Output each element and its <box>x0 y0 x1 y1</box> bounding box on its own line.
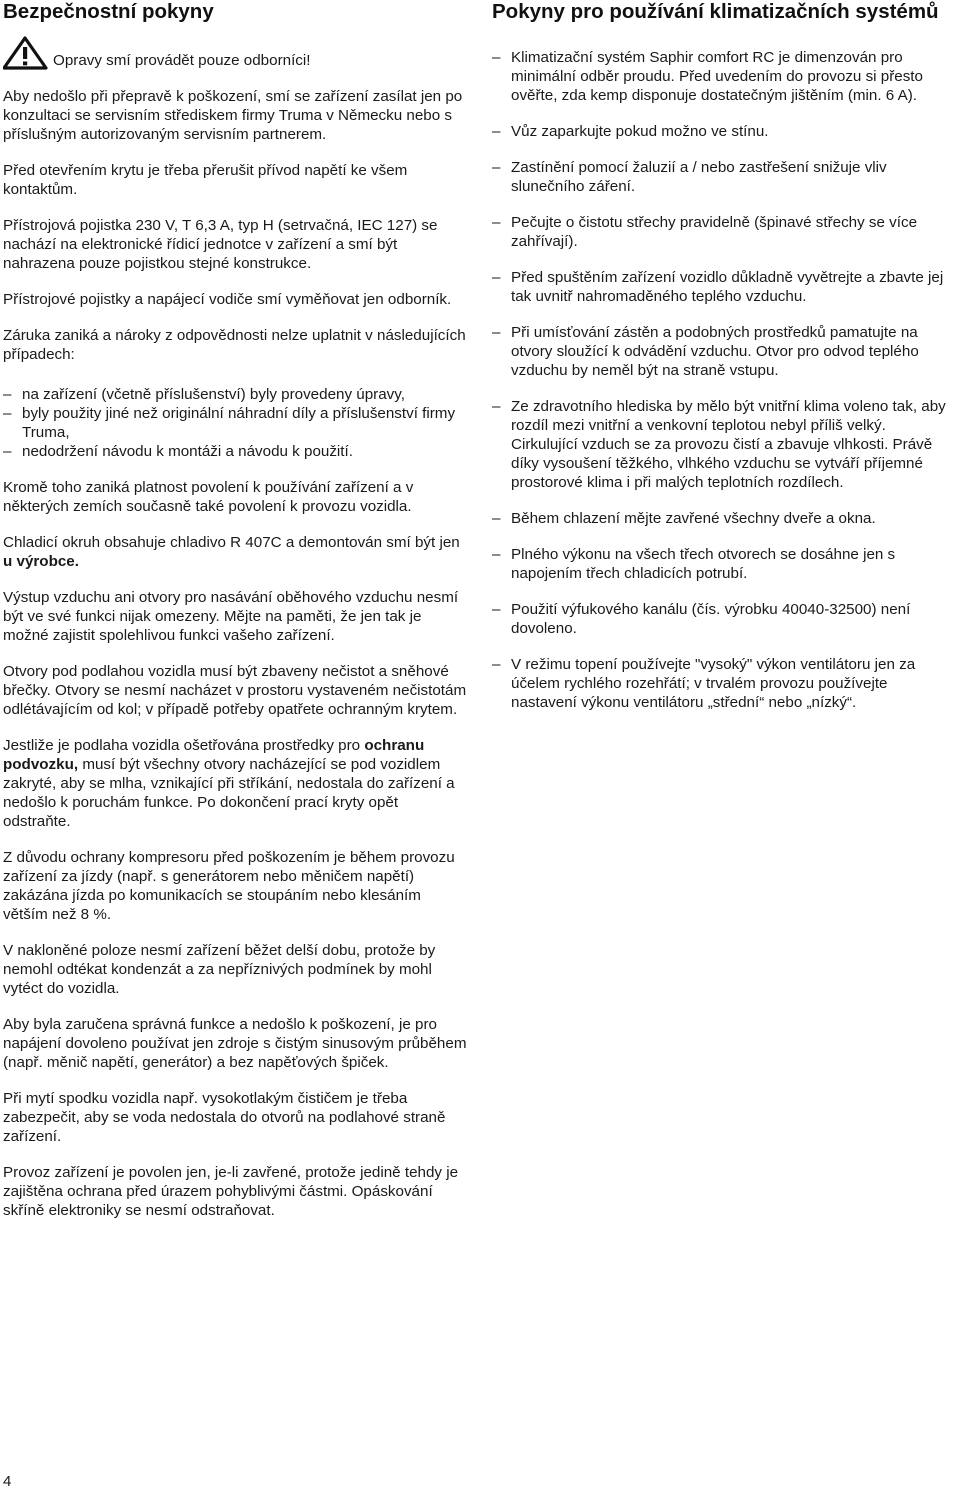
safety-title: Bezpečnostní pokyny <box>3 0 214 23</box>
list-item: – V režimu topení používejte "vysoký" výkon ventilátoru jen za účelem rychlého rozehřátí; v trvalém provozu používejte nastavení výkonu ventilátoru „střední“ nebo „nízký“. <box>492 655 954 712</box>
list-item: – nedodržení návodu k montáži a návodu k použití. <box>3 442 468 461</box>
warranty-list <box>3 385 468 461</box>
list-item: – Plného výkonu na všech třech otvorech se dosáhne jen s napojením třech chladicích potrubí. <box>492 545 954 583</box>
paragraph-warranty: Záruka zaniká a nároky z odpovědnosti nelze uplatnit v následujících případech: <box>3 327 466 363</box>
list-item: – Při umísťování zástěn a podobných prostředků pamatujte na otvory sloužící k odvádění vzduchu. Otvor pro odvod teplého vzduchu by neměl být na straně vstupu. <box>492 323 954 380</box>
paragraph-floor-openings: Otvory pod podlahou vozidla musí být zbaveny nečistot a sněhové břečky. Otvory se nesmí nacházet v prostoru vystaveném nečistotám odlétávajícím od kol; v případě potřeby opatřete ochranným krytem. <box>3 663 467 718</box>
paragraph-tilt: V nakloněné poloze nesmí zařízení běžet delší dobu, protože by nemohl odtékat kondenzát a za nepříznivých podmínek by mohl vytéct do vozidla. <box>3 942 436 997</box>
right-column <box>492 0 954 729</box>
underbody-text-end: musí být všechny otvory nacházející se pod vozidlem zakryté, aby se mlha, vznikající při stříkání, nedostala do zařízení a nedošlo k poruchám funkce. Po dokončení prací kryty opět odstraňte. <box>3 756 455 830</box>
refrigerant-emphasis: u výrobce. <box>3 553 79 570</box>
paragraph-operation: Provoz zařízení je povolen jen, je-li zavřené, protože jedině tehdy je zajištěna ochrana před úrazem pohyblivými částmi. Opáskování skříně elektroniky se nesmí odstraňovat. <box>3 1164 459 1219</box>
underbody-text-start: Jestliže je podlaha vozidla ošetřována prostředky pro <box>3 737 365 754</box>
paragraph-underbody <box>3 736 468 831</box>
paragraph-refrigerant <box>3 533 468 571</box>
list-item: – Klimatizační systém Saphir comfort RC je dimenzován pro minimální odběr proudu. Před uvedením do provozu si přesto ověřte, zda kemp disponuje dostatečným jištěním (min. 6 A). <box>492 48 954 105</box>
list-item: – byly použity jiné než originální náhradní díly a příslušenství firmy Truma, <box>3 404 468 442</box>
paragraph-fuse-replacement: Přístrojové pojistky a napájecí vodiče smí vyměňovat jen odborník. <box>3 291 452 308</box>
list-item: – Ze zdravotního hlediska by mělo být vnitřní klima voleno tak, aby rozdíl mezi vnitřní a venkovní teplotou nebyl příliš velký. Cirkulující vzduch se za provozu čistí a zbavuje vlhkosti. Právě díky vysoušení těžkého, vlhkého vzduchu se vytváří příjemné prostorové klima i při malých teplotních rozdílech. <box>492 397 954 492</box>
paragraph-fuse: Přístrojová pojistka 230 V, T 6,3 A, typ H (setrvačná, IEC 127) se nachází na elektronické řídicí jednotce v zařízení a smí být nahrazena pouze pojistkou stejné konstrukce. <box>3 217 438 272</box>
warning-note <box>3 36 468 70</box>
usage-list <box>492 48 954 712</box>
paragraph-power-supply: Aby byla zaručena správná funkce a nedošlo k poškození, je pro napájení dovoleno používat jen zdroje s čistým sinusovým průběhem (např. měnič napětí, generátor) a bez napěťových špiček. <box>3 1016 467 1071</box>
paragraph-permit: Kromě toho zaniká platnost povolení k používání zařízení a v některých zemích současně také povolení k provozu vozidla. <box>3 479 414 515</box>
list-item: – Použití výfukového kanálu (čís. výrobku 40040-32500) není dovoleno. <box>492 600 954 638</box>
paragraph-washing: Při mytí spodku vozidla např. vysokotlakým čističem je třeba zabezpečit, aby se voda nedostala do otvorů na podlahové straně zařízení. <box>3 1090 446 1145</box>
paragraph-voltage: Před otevřením krytu je třeba přerušit přívod napětí ke všem kontaktům. <box>3 162 408 198</box>
usage-title: Pokyny pro používání klimatizačních systémů <box>492 0 939 23</box>
underbody-emphasis: ochranu podvozku, <box>3 737 425 773</box>
paragraph-transport: Aby nedošlo při přepravě k poškození, smí se zařízení zasílat jen po konzultaci se servisním střediskem firmy Truma v Německu nebo s příslušným autorizovaným servisním partnerem. <box>3 88 463 143</box>
refrigerant-text: Chladicí okruh obsahuje chladivo R 407C a demontován smí být jen <box>3 534 460 551</box>
warning-triangle-icon <box>3 36 49 70</box>
paragraph-compressor: Z důvodu ochrany kompresoru před poškozením je během provozu zařízení za jízdy (např. s generátorem nebo měničem napětí) zakázána jízda po komunikacích se stoupáním nebo klesáním větším než 8 %. <box>3 849 455 923</box>
list-item: – na zařízení (včetně příslušenství) byly provedeny úpravy, <box>3 385 468 404</box>
list-item: – Vůz zaparkujte pokud možno ve stínu. <box>492 122 954 141</box>
page-number: 4 <box>3 1473 12 1490</box>
list-item: – Zastínění pomocí žaluzií a / nebo zastřešení snižuje vliv slunečního záření. <box>492 158 954 196</box>
paragraph-air-outlet: Výstup vzduchu ani otvory pro nasávání oběhového vzduchu nesmí být ve své funkci nijak omezeny. Mějte na paměti, že jen tak je možné zajistit spolehlivou funkci vašeho zařízení. <box>3 589 459 644</box>
warning-text: Opravy smí provádět pouze odborníci! <box>53 52 311 69</box>
list-item: – Během chlazení mějte zavřené všechny dveře a okna. <box>492 509 954 528</box>
list-item: – Před spuštěním zařízení vozidlo důkladně vyvětrejte a zbavte jej tak uvnitř nahromaděného teplého vzduchu. <box>492 268 954 306</box>
left-column <box>3 0 468 1237</box>
list-item: – Pečujte o čistotu střechy pravidelně (špinavé střechy se více zahřívají). <box>492 213 954 251</box>
